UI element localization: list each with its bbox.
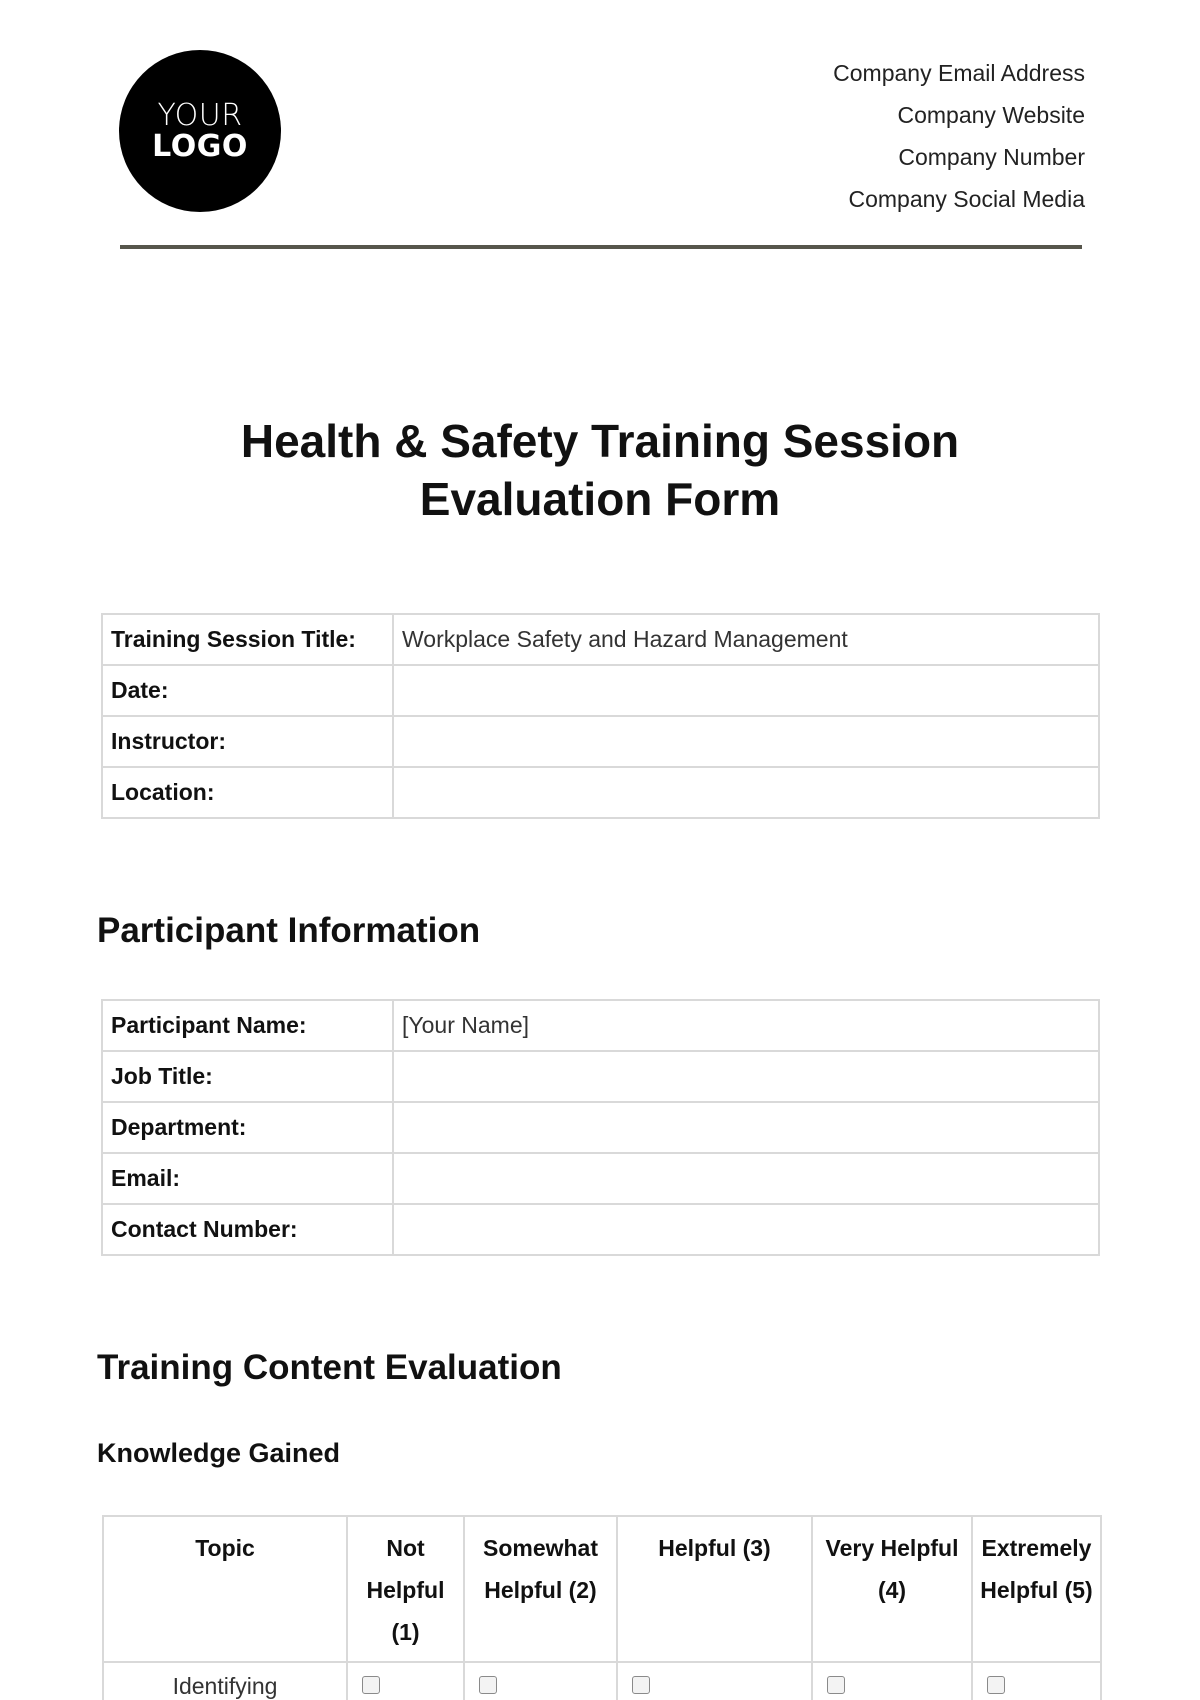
knowledge-gained-heading: Knowledge Gained <box>97 1438 341 1468</box>
checkbox-very-helpful[interactable] <box>827 1676 845 1694</box>
instructor-label: Instructor: <box>102 716 393 767</box>
document-title <box>0 412 1200 528</box>
header-divider <box>120 245 1082 249</box>
checkbox-helpful[interactable] <box>632 1676 650 1694</box>
company-email: Company Email Address <box>833 60 1085 86</box>
table-row <box>102 1051 1099 1102</box>
table-row <box>102 1102 1099 1153</box>
participant-name-value[interactable]: [Your Name] <box>393 1000 1099 1051</box>
table-row <box>102 1204 1099 1255</box>
email-label: Email: <box>102 1153 393 1204</box>
rating-cell-1 <box>347 1662 464 1700</box>
content-evaluation-heading: Training Content Evaluation <box>97 1348 562 1387</box>
knowledge-rating-table <box>102 1515 1102 1700</box>
topic-cell: Identifying <box>103 1662 347 1700</box>
table-row <box>103 1662 1101 1700</box>
table-row <box>102 1153 1099 1204</box>
table-row <box>102 767 1099 818</box>
rating-cell-5 <box>972 1662 1101 1700</box>
company-number: Company Number <box>898 144 1085 170</box>
participant-section-heading: Participant Information <box>97 911 481 950</box>
rating-cell-4 <box>812 1662 972 1700</box>
table-header-row <box>103 1516 1101 1662</box>
email-value[interactable] <box>393 1153 1099 1204</box>
department-label: Department: <box>102 1102 393 1153</box>
contact-number-label: Contact Number: <box>102 1204 393 1255</box>
column-header-somewhat-helpful: Somewhat Helpful (2) <box>464 1516 617 1662</box>
participant-name-label: Participant Name: <box>102 1000 393 1051</box>
column-header-extremely-helpful: Extremely Helpful (5) <box>972 1516 1101 1662</box>
table-row <box>102 665 1099 716</box>
column-header-not-helpful: Not Helpful (1) <box>347 1516 464 1662</box>
location-label: Location: <box>102 767 393 818</box>
document-title-line1: Health & Safety Training Session <box>240 415 960 467</box>
column-header-very-helpful: Very Helpful (4) <box>812 1516 972 1662</box>
department-value[interactable] <box>393 1102 1099 1153</box>
checkbox-extremely-helpful[interactable] <box>987 1676 1005 1694</box>
session-title-label: Training Session Title: <box>102 614 393 665</box>
location-value[interactable] <box>393 767 1099 818</box>
logo-text-line1: YOUR <box>157 97 243 133</box>
job-title-label: Job Title: <box>102 1051 393 1102</box>
company-website: Company Website <box>897 102 1085 128</box>
contact-number-value[interactable] <box>393 1204 1099 1255</box>
instructor-value[interactable] <box>393 716 1099 767</box>
session-title-value[interactable]: Workplace Safety and Hazard Management <box>393 614 1099 665</box>
checkbox-not-helpful[interactable] <box>362 1676 380 1694</box>
company-logo <box>119 50 281 212</box>
company-contact-block <box>833 52 1085 220</box>
table-row <box>102 614 1099 665</box>
rating-cell-3 <box>617 1662 812 1700</box>
column-header-topic: Topic <box>103 1516 347 1662</box>
rating-cell-2 <box>464 1662 617 1700</box>
table-row <box>102 716 1099 767</box>
column-header-helpful: Helpful (3) <box>617 1516 812 1662</box>
participant-info-table <box>101 999 1100 1256</box>
logo-text-line2: LOGO <box>152 129 248 164</box>
company-social-media: Company Social Media <box>848 186 1085 212</box>
job-title-value[interactable] <box>393 1051 1099 1102</box>
date-label: Date: <box>102 665 393 716</box>
document-title-line2: Evaluation Form <box>419 473 781 525</box>
table-row <box>102 1000 1099 1051</box>
checkbox-somewhat-helpful[interactable] <box>479 1676 497 1694</box>
date-value[interactable] <box>393 665 1099 716</box>
session-details-table <box>101 613 1100 819</box>
